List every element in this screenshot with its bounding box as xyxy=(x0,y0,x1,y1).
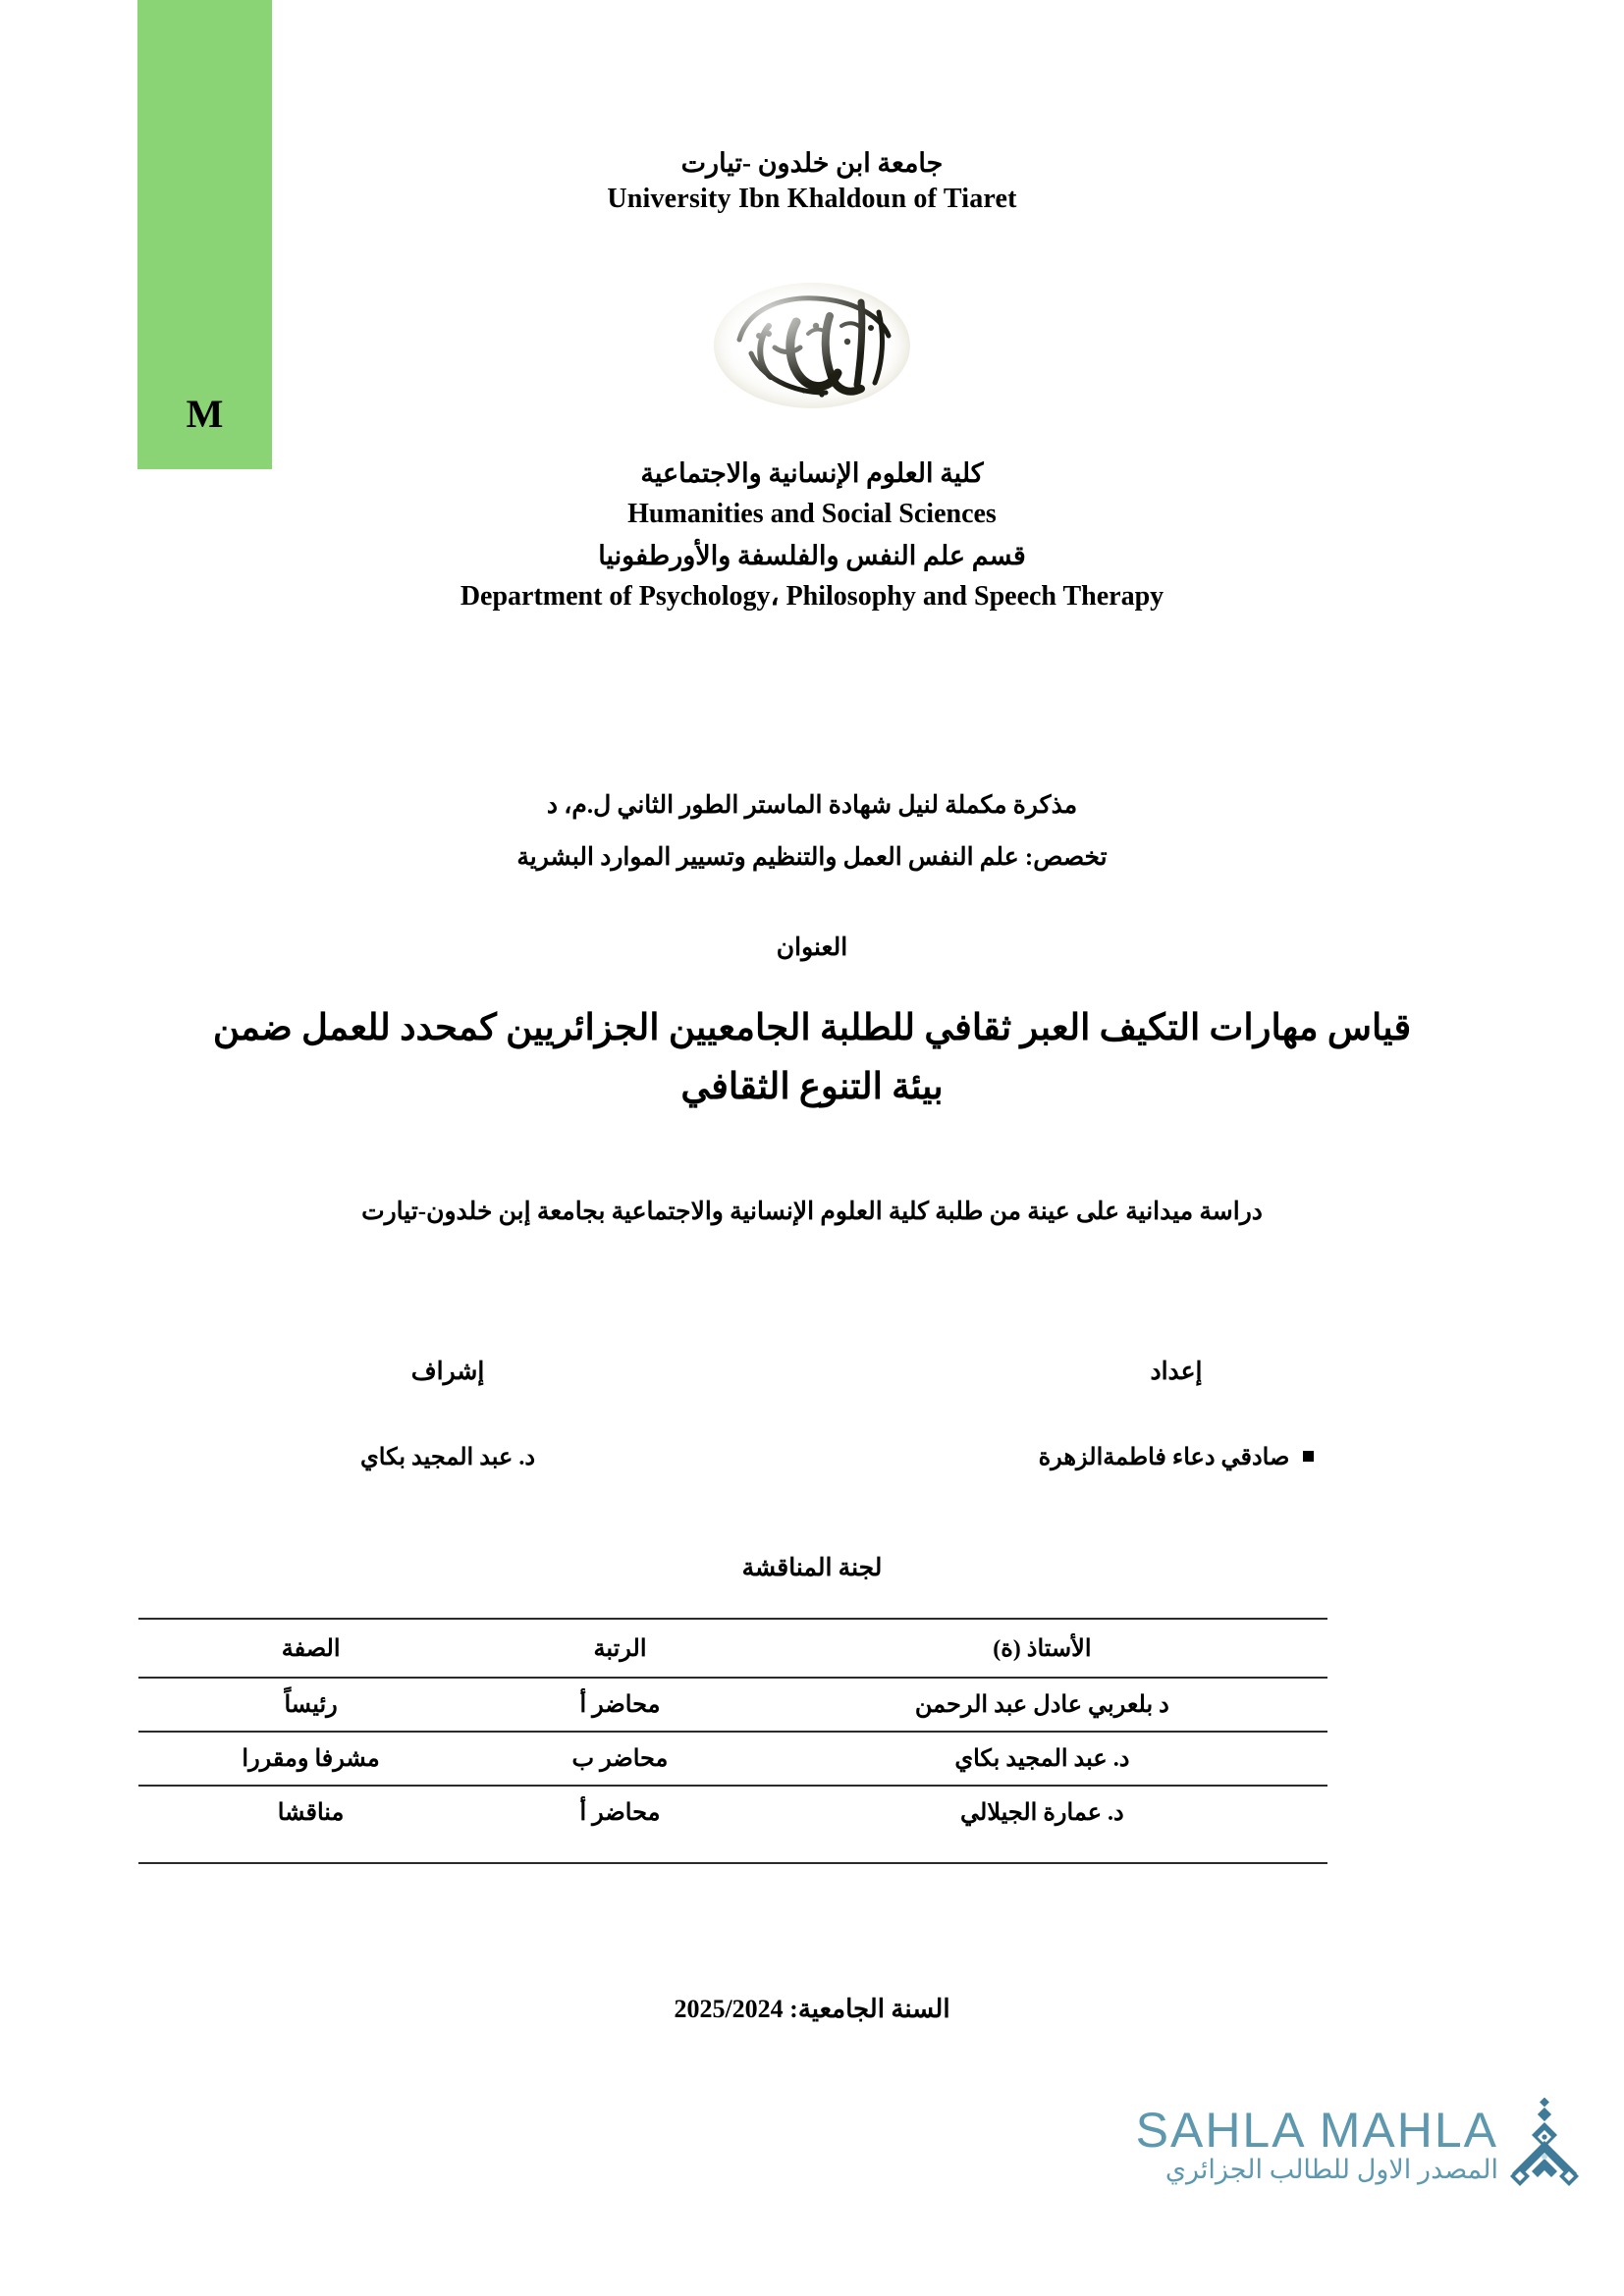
committee-table xyxy=(138,1618,1327,1864)
faculty-name-arabic: كلية العلوم الإنسانية والاجتماعية xyxy=(640,458,984,488)
committee-table-head xyxy=(138,1619,1327,1678)
committee-professor: د. عمارة الجيلالي xyxy=(757,1786,1327,1839)
table-bottom-spacer xyxy=(138,1839,1327,1863)
title-label: العنوان xyxy=(776,934,848,961)
degree-line: مذكرة مكملة لنيل شهادة الماستر الطور الثاني ل.م، د xyxy=(546,792,1078,819)
university-seal-wrapper xyxy=(0,283,1624,408)
diamond-ornament-icon xyxy=(1508,2098,1581,2192)
student-name: صادقي دعاء فاطمةالزهرة xyxy=(1038,1445,1290,1470)
thesis-subtitle: دراسة ميدانية على عينة من طلبة كلية العلوم الإنسانية والاجتماعية بجامعة إبن خلدون-تيارت xyxy=(361,1199,1263,1225)
university-header xyxy=(0,145,1624,218)
academic-year: السنة الجامعية: 2025/2024 xyxy=(674,1995,950,2023)
department-name-english: Department of Psychology، Philosophy and Speech Therapy xyxy=(460,580,1164,612)
watermark-logo xyxy=(1136,2098,1581,2192)
committee-table-body xyxy=(138,1678,1327,1863)
thesis-title: قياس مهارات التكيف العبر ثقافي للطلبة الجامعيين الجزائريين كمحدد للعمل ضمن بيئة التنوع الثقافي xyxy=(212,1008,1412,1107)
faculty-name-english: Humanities and Social Sciences xyxy=(627,499,997,530)
committee-header-role: الصفة xyxy=(138,1619,483,1678)
green-bar-letter: M xyxy=(186,392,224,436)
prepared-by-column xyxy=(866,1360,1487,1473)
watermark-brand: SAHLA MAHLA xyxy=(1135,2102,1498,2158)
prepared-by-label: إعداد xyxy=(1150,1359,1203,1385)
committee-role: مشرفا ومقررا xyxy=(138,1732,483,1786)
committee-header-row xyxy=(138,1619,1327,1678)
committee-header-professor: الأستاذ (ة) xyxy=(757,1619,1327,1678)
degree-statement-block xyxy=(0,780,1624,883)
university-name-english: University Ibn Khaldoun of Tiaret xyxy=(607,184,1017,215)
committee-professor: د بلعربي عادل عبد الرحمن xyxy=(757,1678,1327,1732)
table-row xyxy=(138,1678,1327,1732)
supervised-by-column xyxy=(137,1360,758,1473)
committee-professor: د. عبد المجيد بكاي xyxy=(757,1732,1327,1786)
watermark-tagline: المصدر الاول للطالب الجزائري xyxy=(1164,2154,1498,2184)
committee-rank: محاضر أ xyxy=(483,1678,757,1732)
committee-role: رئيساً xyxy=(138,1678,483,1732)
committee-rank: محاضر ب xyxy=(483,1732,757,1786)
supervised-by-label: إشراف xyxy=(410,1359,485,1385)
prepared-by-name xyxy=(866,1443,1487,1473)
table-row xyxy=(138,1732,1327,1786)
bullet-icon xyxy=(1303,1451,1314,1462)
specialization-line: تخصص: علم النفس العمل والتنظيم وتسيير الموارد البشرية xyxy=(516,843,1108,871)
committee-header-rank: الرتبة xyxy=(483,1619,757,1678)
department-name-arabic: قسم علم النفس والفلسفة والأورطفونيا xyxy=(598,540,1026,570)
table-row xyxy=(138,1786,1327,1839)
supervisor-name: د. عبد المجيد بكاي xyxy=(359,1445,536,1470)
committee-role: مناقشا xyxy=(138,1786,483,1839)
watermark-text xyxy=(1135,2102,1498,2185)
university-seal-icon xyxy=(714,283,910,408)
faculty-department-block xyxy=(0,454,1624,617)
committee-rank: محاضر أ xyxy=(483,1786,757,1839)
authorship-block xyxy=(137,1360,1487,1473)
university-name-arabic: جامعة ابن خلدون -تيارت xyxy=(680,148,944,178)
committee-title: لجنة المناقشة xyxy=(741,1555,883,1581)
